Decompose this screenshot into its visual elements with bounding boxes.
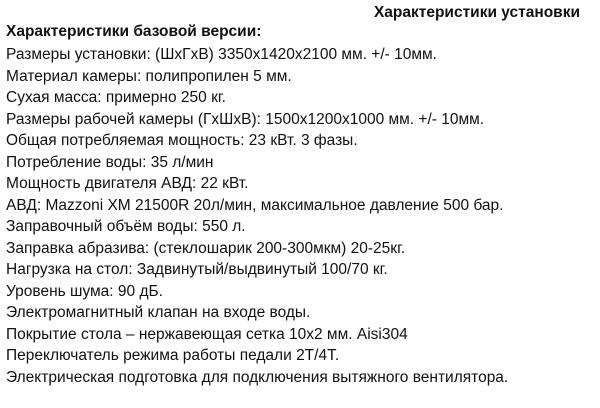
spec-line-abrasive-load: Заправка абразива: (стеклошарик 200-300мкм) 20-25кг. [6,239,406,257]
spec-line-water-volume: Заправочный объём воды: 550 л. [6,218,246,235]
spec-line-dry-mass: Сухая масса: примерно 250 кг. [6,89,226,106]
spec-line-fan-prep: Электрическая подготовка для подключения вытяжного вентилятора. [6,368,509,386]
spec-line-water-consumption: Потребление воды: 35 л/мин [6,153,214,171]
spec-line-table-load: Нагрузка на стол: Задвинутый/выдвинутый 100/70 кг. [6,261,388,278]
document-heading: Характеристики установки [373,4,580,21]
spec-line-total-power: Общая потребляемая мощность: 23 кВт. 3 фазы. [6,132,358,149]
spec-line-solenoid-valve: Электромагнитный клапан на входе воды. [6,304,311,321]
spec-line-motor-power: Мощность двигателя АВД: 22 кВт. [6,175,249,192]
section-heading: Характеристики базовой версии: [6,23,262,40]
spec-line-chamber-material: Материал камеры: полипропилен 5 мм. [6,67,292,85]
spec-line-table-cover: Покрытие стола – нержавеющая сетка 10х2 мм. Aisi304 [6,325,408,343]
spec-line-pedal-switch: Переключатель режима работы педали 2Т/4Т. [6,347,340,364]
spec-line-chamber-dimensions: Размеры рабочей камеры (ГхШхВ): 1500х1200х1000 мм. +/- 10мм. [6,110,485,128]
spec-line-noise-level: Уровень шума: 90 дБ. [6,282,163,300]
spec-list [6,44,508,388]
spec-line-dimensions: Размеры установки: (ШхГхВ) 3350х1420х2100 мм. +/- 10мм. [6,46,437,63]
spec-line-pump-model: АВД: Mazzoni XM 21500R 20л/мин, максимальное давление 500 бар. [6,196,504,214]
